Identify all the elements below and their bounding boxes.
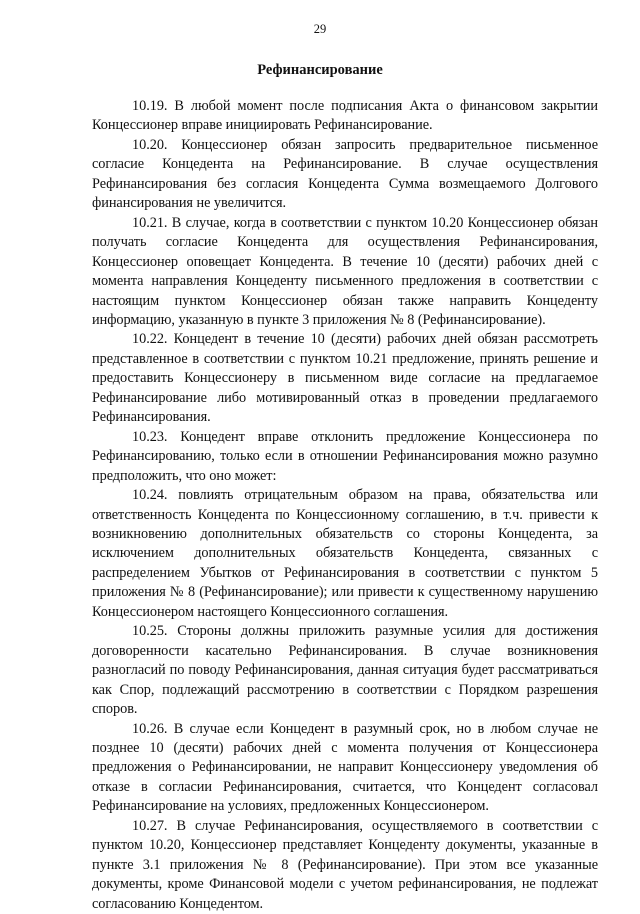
paragraph-10-23: 10.23. Концедент вправе отклонить предложение Концессионера по Рефинансированию, только если в отношении Рефинансирования можно разумно предположить, что оно может: — [92, 428, 598, 484]
paragraph-10-20: 10.20. Концессионер обязан запросить предварительное письменное согласие Концедента на Рефинансирование. В случае осуществления Рефинансирования без согласия Концедента Сумма возмещаемого Долгового финансирования не увеличится. — [92, 136, 598, 212]
paragraph-10-21: 10.21. В случае, когда в соответствии с пунктом 10.20 Концессионер обязан получать согласие Концедента для осуществления Рефинансирования, Концессионер оповещает Концедента. В течение 10 (десяти) рабочих дней с момента направления Концедентy письменного предложения в соответствии с настоящим пунктом Концессионер обязан также направить Концеденту информацию, указанную в пункте 3 приложения № 8 (Рефинансирование). — [92, 214, 598, 328]
paragraph-10-25: 10.25. Стороны должны приложить разумные усилия для достижения договоренности касательно Рефинансирования. В случае возникновения разногласий по поводу Рефинансирования, данная ситуация будет рассматриваться как Спор, подлежащий рассмотрению в соответствии с Порядком разрешения споров. — [92, 623, 598, 718]
section-body — [92, 97, 598, 914]
page-number: 29 — [313, 22, 327, 36]
paragraph-10-19: 10.19. В любой момент после подписания Акта о финансовом закрытии Концессионер вправе инициировать Рефинансирование. — [92, 98, 598, 134]
paragraph-10-27: 10.27. В случае Рефинансирования, осуществляемого в соответствии с пунктом 10.20, Концессионер представляет Концеденту документы, указанные в пункте 3.1 приложения № 8 (Рефинансирование). При этом все указанные документы, кроме Финансовой модели с учетом рефинансирования, не подлежат согласованию Концедентом. — [92, 817, 598, 912]
paragraph-10-22: 10.22. Концедент в течение 10 (десяти) рабочих дней обязан рассмотреть представленное в соответствии с пунктом 10.21 предложение, принять решение и предоставить Концессионеру в письменном виде согласие на предлагаемое Рефинансирование либо мотивированный отказ в проведении предлагаемого Рефинансирования. — [92, 331, 598, 426]
paragraph-10-24: 10.24. повлиять отрицательным образом на права, обязательства или ответственность Концедента по Концессионному соглашению, в т.ч. привести к возникновению дополнительных обязательств со стороны Концедента, за исключением дополнительных обязательств Концедента, связанных с распределением Убытков от Рефинансирования в соответствии с пунктом 5 приложения № 8 (Рефинансирование); или привести к существенному нарушению Концессионером настоящего Концессионного соглашения. — [92, 487, 598, 620]
section-title: Рефинансирование — [257, 62, 383, 78]
paragraph-10-26: 10.26. В случае если Концедент в разумный срок, но в любом случае не позднее 10 (десяти) рабочих дней с момента получения от Концессионера предложения о Рефинансировании, не направит Концессионеру уведомления об отказе в согласии Рефинансирования, считается, что Концедент согласовал Рефинансирование на условиях, предложенных Концессионером. — [92, 720, 598, 815]
